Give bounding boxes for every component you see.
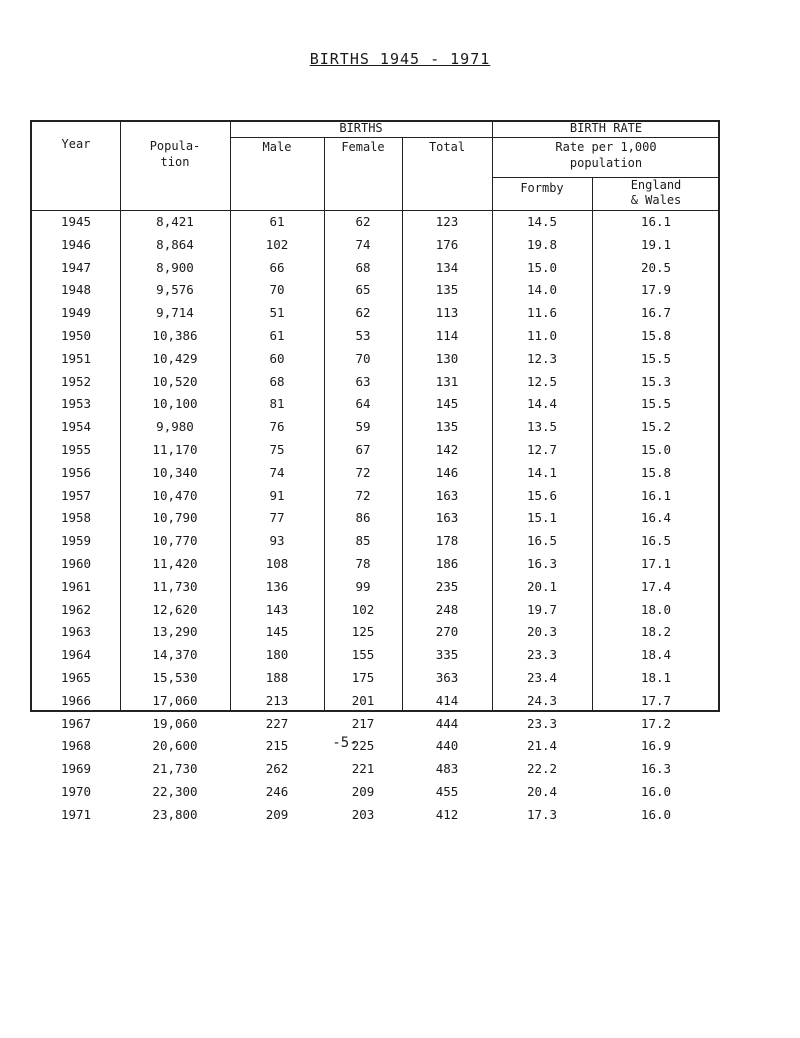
cell-formby-rate: 12.3: [526, 350, 558, 366]
cell-england-wales-rate: 15.8: [640, 464, 672, 480]
cell-male: 51: [269, 305, 285, 321]
cell-male: 145: [265, 624, 289, 640]
cell-female: 62: [355, 305, 371, 321]
cell-population: 9,576: [156, 282, 194, 298]
cell-population: 11,420: [152, 556, 198, 571]
cell-england-wales-rate: 16.4: [640, 510, 672, 526]
cell-female: 85: [355, 533, 371, 549]
cell-total: 270: [435, 624, 459, 640]
cell-female: 102: [351, 601, 375, 617]
cell-female: 67: [355, 442, 371, 457]
cell-year: 1949: [60, 305, 92, 321]
cell-year: 1960: [60, 556, 92, 571]
cell-total: 163: [435, 510, 459, 526]
cell-female: 221: [351, 761, 375, 777]
cell-year: 1948: [60, 282, 92, 298]
header-female: Female: [341, 140, 385, 154]
cell-year: 1967: [60, 715, 92, 731]
cell-total: 440: [435, 738, 459, 754]
cell-england-wales-rate: 15.8: [640, 328, 672, 343]
cell-female: 217: [351, 715, 375, 731]
cell-formby-rate: 17.3: [526, 806, 558, 822]
page-title: BIRTHS 1945 - 1971: [309, 50, 491, 68]
cell-total: 455: [435, 784, 459, 799]
cell-population: 13,290: [152, 624, 198, 640]
cell-england-wales-rate: 15.0: [640, 442, 672, 457]
cell-formby-rate: 19.7: [526, 601, 558, 617]
header-births: BIRTHS: [339, 121, 383, 135]
cell-formby-rate: 12.5: [526, 373, 558, 389]
cell-female: 99: [355, 578, 371, 594]
cell-population: 10,429: [152, 350, 198, 366]
cell-male: 143: [265, 601, 289, 617]
cell-formby-rate: 13.5: [526, 419, 558, 435]
cell-male: 68: [269, 373, 285, 389]
cell-male: 262: [265, 761, 289, 777]
cell-year: 1957: [60, 487, 92, 503]
cell-total: 176: [435, 236, 459, 252]
cell-female: 201: [351, 692, 375, 708]
cell-england-wales-rate: 16.3: [640, 761, 672, 777]
cell-male: 108: [265, 556, 289, 571]
cell-england-wales-rate: 17.2: [640, 715, 672, 731]
cell-population: 21,730: [152, 761, 198, 777]
cell-female: 59: [355, 419, 371, 435]
cell-female: 86: [355, 510, 371, 526]
cell-total: 163: [435, 487, 459, 503]
cell-total: 113: [435, 305, 459, 321]
cell-year: 1962: [60, 601, 92, 617]
cell-male: 188: [265, 670, 289, 685]
page-number: -5-: [332, 735, 358, 751]
cell-england-wales-rate: 16.1: [640, 487, 672, 503]
cell-formby-rate: 16.3: [526, 556, 558, 571]
cell-year: 1968: [60, 738, 92, 754]
cell-population: 11,170: [152, 442, 198, 457]
cell-female: 72: [355, 487, 371, 503]
cell-population: 22,300: [152, 784, 198, 799]
cell-male: 61: [269, 214, 285, 229]
cell-england-wales-rate: 17.9: [640, 282, 672, 298]
cell-male: 180: [265, 647, 289, 663]
cell-total: 414: [435, 692, 459, 708]
cell-year: 1971: [60, 806, 92, 822]
cell-england-wales-rate: 15.5: [640, 396, 672, 412]
cell-population: 10,790: [152, 510, 198, 526]
header-year: Year: [61, 137, 91, 151]
cell-year: 1947: [60, 259, 92, 275]
cell-total: 248: [435, 601, 459, 617]
cell-male: 60: [269, 350, 285, 366]
cell-total: 114: [435, 328, 459, 343]
cell-total: 178: [435, 533, 459, 549]
cell-female: 155: [351, 647, 375, 663]
cell-female: 53: [355, 328, 371, 343]
header-male: Male: [262, 140, 292, 154]
cell-year: 1952: [60, 373, 92, 389]
cell-male: 66: [269, 259, 285, 275]
cell-year: 1959: [60, 533, 92, 549]
cell-formby-rate: 23.3: [526, 647, 558, 663]
cell-total: 135: [435, 282, 459, 298]
cell-formby-rate: 16.5: [526, 533, 558, 549]
cell-female: 125: [351, 624, 375, 640]
cell-population: 10,520: [152, 373, 198, 389]
cell-total: 135: [435, 419, 459, 435]
cell-population: 9,980: [156, 419, 194, 435]
cell-male: 70: [269, 282, 285, 298]
header-birth-rate: BIRTH RATE: [569, 121, 643, 135]
births-table: [30, 120, 720, 822]
cell-formby-rate: 22.2: [526, 761, 558, 777]
cell-total: 235: [435, 578, 459, 594]
cell-total: 123: [435, 214, 459, 229]
cell-formby-rate: 15.6: [526, 487, 558, 503]
cell-female: 70: [355, 350, 371, 366]
cell-population: 23,800: [152, 806, 198, 822]
cell-england-wales-rate: 16.7: [640, 305, 672, 321]
cell-population: 20,600: [152, 738, 198, 754]
cell-year: 1963: [60, 624, 92, 640]
cell-population: 10,770: [152, 533, 198, 549]
cell-male: 209: [265, 806, 289, 822]
cell-total: 444: [435, 715, 459, 731]
cell-total: 483: [435, 761, 459, 777]
cell-year: 1946: [60, 236, 92, 252]
cell-year: 1951: [60, 350, 92, 366]
cell-total: 130: [435, 350, 459, 366]
cell-year: 1954: [60, 419, 92, 435]
header-england-wales: England & Wales: [630, 178, 682, 207]
cell-england-wales-rate: 16.0: [640, 806, 672, 822]
cell-total: 134: [435, 259, 459, 275]
cell-female: 65: [355, 282, 371, 298]
cell-year: 1970: [60, 784, 92, 799]
cell-male: 213: [265, 692, 289, 708]
cell-male: 136: [265, 578, 289, 594]
cell-female: 62: [355, 214, 371, 229]
cell-england-wales-rate: 15.2: [640, 419, 672, 435]
cell-population: 10,470: [152, 487, 198, 503]
cell-formby-rate: 11.0: [526, 328, 558, 343]
cell-total: 142: [435, 442, 459, 457]
cell-formby-rate: 20.4: [526, 784, 558, 799]
cell-formby-rate: 11.6: [526, 305, 558, 321]
cell-male: 77: [269, 510, 285, 526]
cell-england-wales-rate: 16.0: [640, 784, 672, 799]
cell-year: 1966: [60, 692, 92, 708]
cell-england-wales-rate: 16.9: [640, 738, 672, 754]
cell-formby-rate: 12.7: [526, 442, 558, 457]
cell-total: 131: [435, 373, 459, 389]
cell-year: 1969: [60, 761, 92, 777]
cell-formby-rate: 20.1: [526, 578, 558, 594]
cell-england-wales-rate: 20.5: [640, 259, 672, 275]
cell-female: 78: [355, 556, 371, 571]
cell-england-wales-rate: 17.4: [640, 578, 672, 594]
cell-formby-rate: 20.3: [526, 624, 558, 640]
cell-formby-rate: 14.0: [526, 282, 558, 298]
cell-population: 9,714: [156, 305, 194, 321]
cell-england-wales-rate: 18.0: [640, 601, 672, 617]
cell-population: 10,340: [152, 464, 198, 480]
cell-male: 76: [269, 419, 285, 435]
cell-population: 8,421: [156, 214, 194, 229]
cell-england-wales-rate: 15.3: [640, 373, 672, 389]
cell-population: 10,386: [152, 328, 198, 343]
cell-formby-rate: 15.1: [526, 510, 558, 526]
header-population: Popula- tion: [149, 139, 201, 169]
rule-under-group-headers: [230, 137, 720, 138]
cell-formby-rate: 14.5: [526, 214, 558, 229]
cell-female: 72: [355, 464, 371, 480]
cell-year: 1953: [60, 396, 92, 412]
cell-male: 91: [269, 487, 285, 503]
cell-population: 14,370: [152, 647, 198, 663]
cell-formby-rate: 19.8: [526, 236, 558, 252]
cell-population: 8,864: [156, 236, 194, 252]
cell-population: 8,900: [156, 259, 194, 275]
cell-male: 75: [269, 442, 285, 457]
cell-total: 363: [435, 670, 459, 685]
cell-england-wales-rate: 18.4: [640, 647, 672, 663]
cell-female: 175: [351, 670, 375, 685]
cell-total: 186: [435, 556, 459, 571]
cell-formby-rate: 15.0: [526, 259, 558, 275]
cell-year: 1956: [60, 464, 92, 480]
cell-male: 61: [269, 328, 285, 343]
cell-male: 81: [269, 396, 285, 412]
cell-male: 74: [269, 464, 285, 480]
cell-england-wales-rate: 16.5: [640, 533, 672, 549]
cell-male: 93: [269, 533, 285, 549]
cell-year: 1964: [60, 647, 92, 663]
cell-formby-rate: 14.1: [526, 464, 558, 480]
header-total: Total: [428, 140, 466, 154]
cell-total: 145: [435, 396, 459, 412]
cell-year: 1965: [60, 670, 92, 685]
cell-year: 1945: [60, 214, 92, 229]
cell-population: 15,530: [152, 670, 198, 685]
cell-female: 74: [355, 236, 371, 252]
cell-formby-rate: 23.4: [526, 670, 558, 685]
cell-total: 412: [435, 806, 459, 822]
cell-england-wales-rate: 18.1: [640, 670, 672, 685]
header-rate-per-1000: Rate per 1,000 population: [555, 140, 657, 170]
cell-year: 1950: [60, 328, 92, 343]
cell-male: 215: [265, 738, 289, 754]
cell-england-wales-rate: 17.1: [640, 556, 672, 571]
cell-total: 146: [435, 464, 459, 480]
cell-female: 209: [351, 784, 375, 799]
cell-formby-rate: 23.3: [526, 715, 558, 731]
cell-female: 64: [355, 396, 371, 412]
cell-year: 1955: [60, 442, 92, 457]
cell-total: 335: [435, 647, 459, 663]
cell-population: 17,060: [152, 692, 198, 708]
cell-female: 203: [351, 806, 375, 822]
cell-population: 11,730: [152, 578, 198, 594]
cell-formby-rate: 14.4: [526, 396, 558, 412]
header-formby: Formby: [520, 181, 564, 195]
cell-population: 19,060: [152, 715, 198, 731]
cell-england-wales-rate: 19.1: [640, 236, 672, 252]
cell-population: 10,100: [152, 396, 198, 412]
cell-female: 68: [355, 259, 371, 275]
cell-female: 225: [351, 738, 375, 754]
cell-male: 246: [265, 784, 289, 799]
cell-formby-rate: 24.3: [526, 692, 558, 708]
cell-population: 12,620: [152, 601, 198, 617]
cell-year: 1958: [60, 510, 92, 526]
cell-formby-rate: 21.4: [526, 738, 558, 754]
cell-male: 227: [265, 715, 289, 731]
cell-male: 102: [265, 236, 289, 252]
cell-england-wales-rate: 15.5: [640, 350, 672, 366]
cell-england-wales-rate: 18.2: [640, 624, 672, 640]
cell-england-wales-rate: 16.1: [640, 214, 672, 229]
cell-year: 1961: [60, 578, 92, 594]
cell-female: 63: [355, 373, 371, 389]
cell-england-wales-rate: 17.7: [640, 692, 672, 708]
